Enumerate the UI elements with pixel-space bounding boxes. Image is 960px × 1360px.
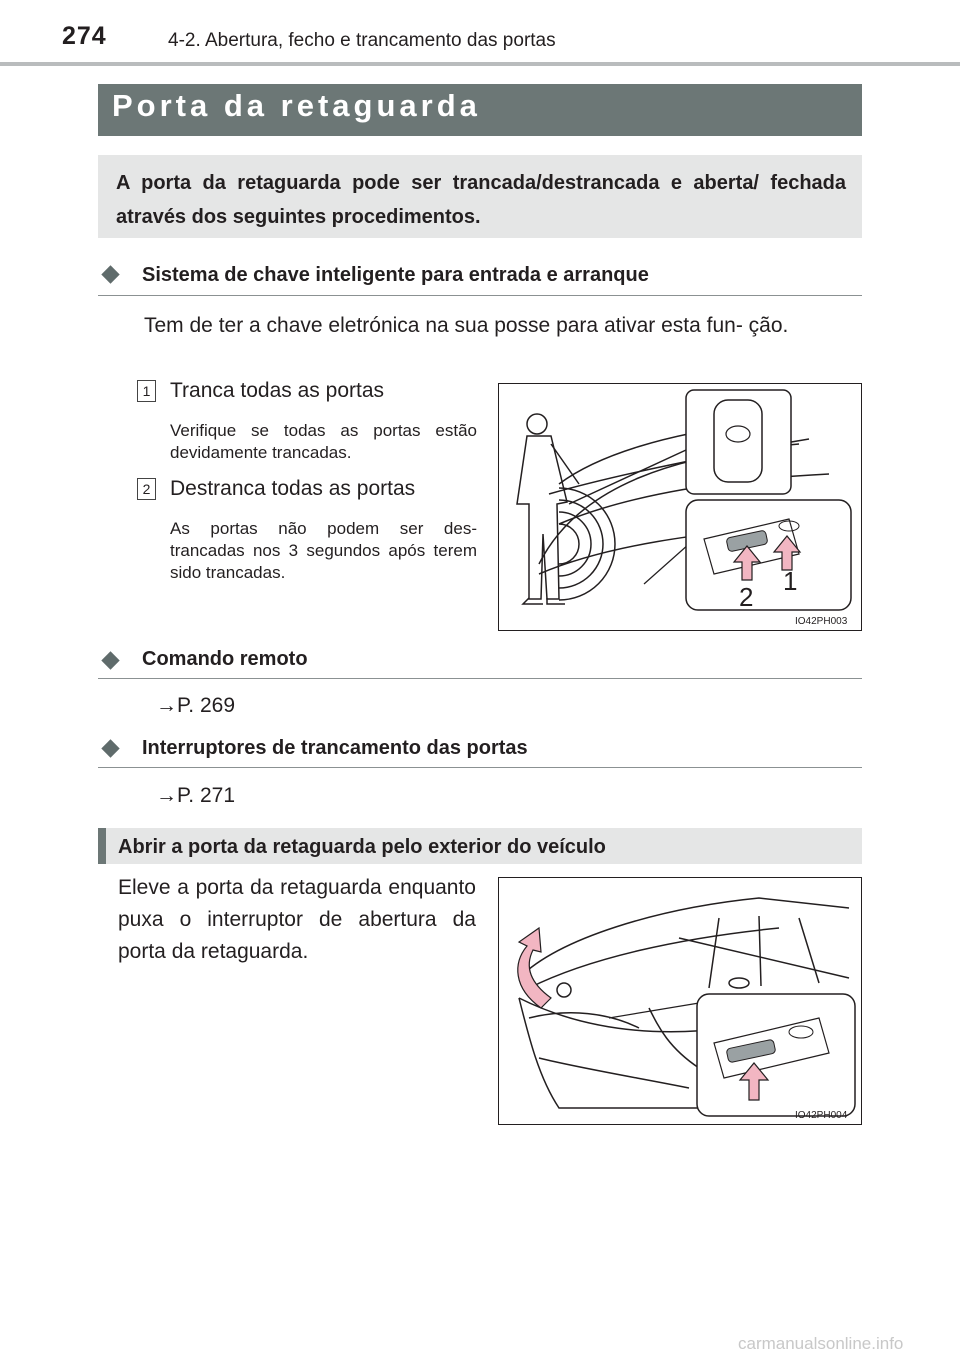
exterior-text: Eleve a porta da retaguarda enquanto puxa o interruptor de abertura da porta da retaguarda. — [118, 876, 476, 963]
step-1-title: Tranca todas as portas — [170, 379, 384, 402]
smart-key-illustration — [499, 384, 861, 630]
diamond-bullet-icon — [101, 265, 119, 283]
header-divider — [0, 62, 960, 66]
chapter-title: 4-2. Abertura, fecho e trancamento das portas — [168, 30, 556, 51]
step-number-2: 2 — [137, 478, 156, 500]
intro-text: A porta da retaguarda pode ser trancada/destrancada e aberta/ fechada através dos seguintes procedimentos. — [116, 172, 846, 228]
footer-watermark[interactable]: carmanualsonline.info — [738, 1334, 904, 1353]
smart-key-text: Tem de ter a chave eletrónica na sua posse para ativar esta fun- ção. — [144, 314, 789, 337]
exterior-heading-accent — [98, 828, 106, 864]
step-2-note: As portas não podem ser des- trancadas nos 3 segundos após terem sido trancadas. — [170, 519, 477, 582]
diamond-bullet-icon — [101, 739, 119, 757]
switches-page-link[interactable]: →P. 271 — [156, 784, 236, 807]
smart-key-rule — [98, 295, 862, 296]
step-1-note: Verifique se todas as portas estão devidamente trancadas. — [170, 421, 477, 462]
step-number-1: 1 — [137, 380, 156, 402]
smart-key-heading: Sistema de chave inteligente para entrada e arranque — [142, 264, 649, 286]
figure-code: IO42PH003 — [795, 616, 848, 627]
switches-rule — [98, 767, 862, 768]
remote-heading: Comando remoto — [142, 648, 308, 670]
figure-callout-1: 1 — [783, 566, 798, 596]
step-2-title: Destranca todas as portas — [170, 477, 416, 500]
exterior-heading: Abrir a porta da retaguarda pelo exterior do veículo — [118, 836, 606, 858]
figure-callout-2: 2 — [739, 582, 754, 612]
switches-heading: Interruptores de trancamento das portas — [142, 737, 528, 759]
exterior-figure — [498, 877, 862, 1125]
tailgate-illustration — [499, 878, 861, 1124]
diamond-bullet-icon — [101, 651, 119, 669]
remote-page-link[interactable]: →P. 269 — [156, 694, 236, 717]
remote-rule — [98, 678, 862, 679]
page-number: 274 — [62, 22, 107, 50]
figure-code: IO42PH004 — [795, 1110, 848, 1121]
smart-key-figure — [498, 383, 862, 631]
section-title: Porta da retaguarda — [112, 88, 481, 123]
